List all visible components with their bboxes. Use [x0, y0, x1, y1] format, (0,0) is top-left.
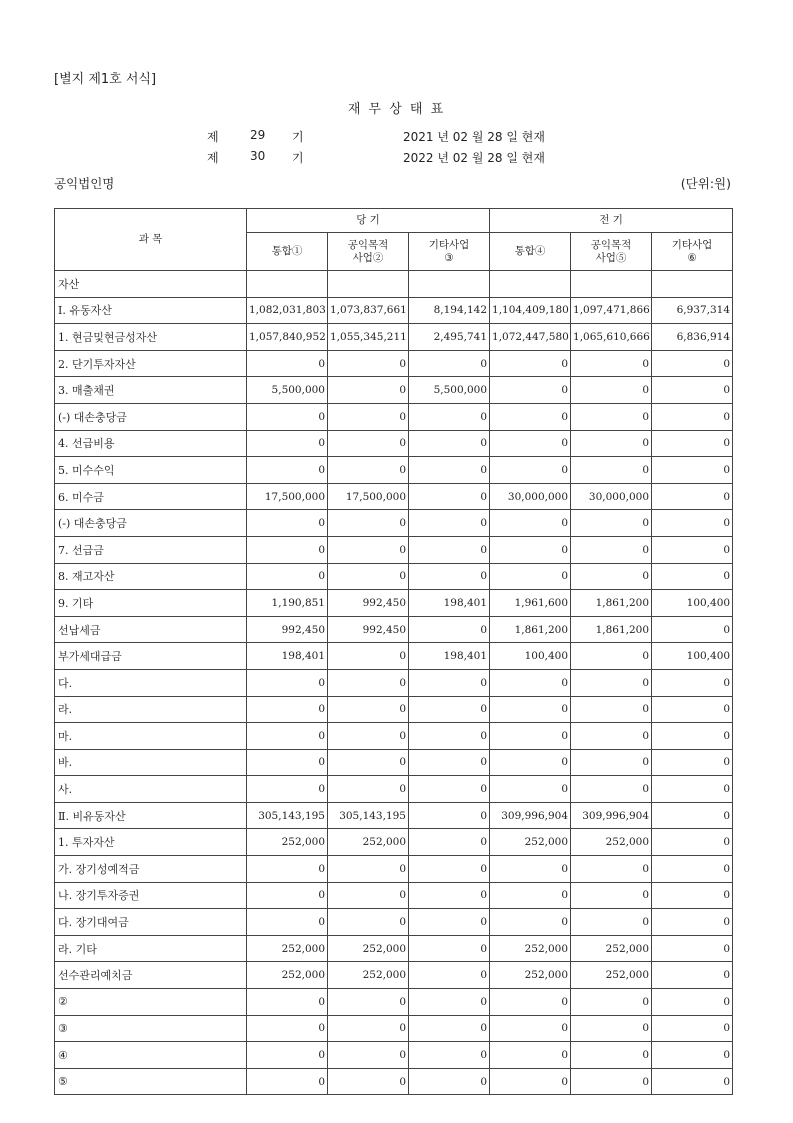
- amount-cell: 100,400: [652, 643, 733, 670]
- period-number: 29: [250, 128, 266, 142]
- amount-cell: 0: [409, 776, 490, 803]
- amount-cell: 0: [247, 723, 328, 750]
- amount-cell: 0: [571, 403, 652, 430]
- account-name: (-) 대손충당금: [55, 510, 247, 537]
- table-row: [55, 1015, 733, 1042]
- amount-cell: 992,450: [328, 616, 409, 643]
- amount-cell: 0: [652, 536, 733, 563]
- amount-cell: 2,495,741: [409, 324, 490, 351]
- amount-cell: 992,450: [328, 590, 409, 617]
- amount-cell: 0: [571, 776, 652, 803]
- table-row: [55, 776, 733, 803]
- amount-cell: 0: [409, 483, 490, 510]
- amount-cell: 0: [409, 350, 490, 377]
- table-row: [55, 377, 733, 404]
- amount-cell: 0: [328, 882, 409, 909]
- amount-cell: 0: [409, 935, 490, 962]
- amount-cell: 0: [571, 882, 652, 909]
- amount-cell: 0: [328, 749, 409, 776]
- amount-cell: 0: [247, 1068, 328, 1095]
- amount-cell: 30,000,000: [571, 483, 652, 510]
- amount-cell: 0: [247, 856, 328, 883]
- table-row: [55, 536, 733, 563]
- amount-cell: 252,000: [247, 962, 328, 989]
- amount-cell: 0: [571, 350, 652, 377]
- amount-cell: 0: [652, 829, 733, 856]
- column-header: 공익목적 사업②: [328, 233, 409, 271]
- column-header: 기타사업 ③: [409, 233, 490, 271]
- amount-cell: 1,861,200: [571, 616, 652, 643]
- amount-cell: 1,057,840,952: [247, 324, 328, 351]
- amount-cell: 0: [328, 350, 409, 377]
- period-gi: 기: [292, 151, 304, 165]
- amount-cell: 0: [409, 457, 490, 484]
- amount-cell: 0: [247, 909, 328, 936]
- amount-cell: 0: [328, 696, 409, 723]
- amount-cell: [571, 271, 652, 298]
- amount-cell: 198,401: [409, 643, 490, 670]
- table-row: [55, 297, 733, 324]
- amount-cell: 0: [571, 856, 652, 883]
- table-row: [55, 643, 733, 670]
- amount-cell: 0: [409, 1042, 490, 1069]
- amount-cell: 0: [571, 669, 652, 696]
- period-row-1: [0, 128, 793, 146]
- amount-cell: 0: [409, 723, 490, 750]
- amount-cell: 0: [490, 403, 571, 430]
- amount-cell: 0: [652, 350, 733, 377]
- table-row: [55, 1042, 733, 1069]
- current-period-header: 당 기: [247, 209, 490, 233]
- amount-cell: 0: [328, 1015, 409, 1042]
- amount-cell: 0: [409, 430, 490, 457]
- amount-cell: 0: [328, 776, 409, 803]
- amount-cell: 1,961,600: [490, 590, 571, 617]
- amount-cell: 0: [652, 909, 733, 936]
- amount-cell: 0: [328, 856, 409, 883]
- amount-cell: 309,996,904: [490, 802, 571, 829]
- account-name: 6. 미수금: [55, 483, 247, 510]
- amount-cell: 0: [328, 563, 409, 590]
- amount-cell: [409, 271, 490, 298]
- amount-cell: 0: [490, 1042, 571, 1069]
- amount-cell: 0: [652, 510, 733, 537]
- balance-sheet-table: [54, 208, 733, 1095]
- amount-cell: 0: [490, 696, 571, 723]
- amount-cell: 0: [409, 696, 490, 723]
- amount-cell: 0: [652, 1068, 733, 1095]
- table-row: [55, 909, 733, 936]
- column-header: 통합①: [247, 233, 328, 271]
- table-row: [55, 563, 733, 590]
- amount-cell: 0: [652, 962, 733, 989]
- amount-cell: 252,000: [490, 829, 571, 856]
- amount-cell: 0: [409, 749, 490, 776]
- amount-cell: 0: [571, 989, 652, 1016]
- table-row: [55, 430, 733, 457]
- amount-cell: 0: [247, 563, 328, 590]
- amount-cell: 1,055,345,211: [328, 324, 409, 351]
- amount-cell: 992,450: [247, 616, 328, 643]
- account-name: Ⅰ. 유동자산: [55, 297, 247, 324]
- amount-cell: 0: [571, 1015, 652, 1042]
- amount-cell: 0: [247, 776, 328, 803]
- table-row: [55, 882, 733, 909]
- amount-cell: 0: [409, 563, 490, 590]
- amount-cell: 252,000: [571, 935, 652, 962]
- table-row: [55, 989, 733, 1016]
- table-row: [55, 324, 733, 351]
- amount-cell: 0: [328, 1068, 409, 1095]
- period-row-2: [0, 149, 793, 167]
- table-row: [55, 510, 733, 537]
- amount-cell: 0: [652, 802, 733, 829]
- table-row: [55, 749, 733, 776]
- table-row: [55, 616, 733, 643]
- amount-cell: 0: [652, 430, 733, 457]
- amount-cell: 0: [652, 882, 733, 909]
- amount-cell: 17,500,000: [328, 483, 409, 510]
- account-name: 4. 선급비용: [55, 430, 247, 457]
- account-name: 나. 장기투자증권: [55, 882, 247, 909]
- amount-cell: 0: [652, 696, 733, 723]
- table-row: [55, 802, 733, 829]
- amount-cell: 0: [409, 802, 490, 829]
- account-name: 자산: [55, 271, 247, 298]
- amount-cell: 0: [571, 457, 652, 484]
- amount-cell: 0: [247, 749, 328, 776]
- amount-cell: 0: [490, 457, 571, 484]
- amount-cell: 0: [571, 749, 652, 776]
- amount-cell: 5,500,000: [409, 377, 490, 404]
- amount-cell: 0: [328, 669, 409, 696]
- account-name: 2. 단기투자자산: [55, 350, 247, 377]
- unit-label: (단위:원): [680, 176, 731, 191]
- amount-cell: 0: [247, 457, 328, 484]
- amount-cell: 0: [652, 1015, 733, 1042]
- table-row: [55, 350, 733, 377]
- table-row: [55, 723, 733, 750]
- account-name: (-) 대손충당금: [55, 403, 247, 430]
- amount-cell: 0: [409, 669, 490, 696]
- column-header: 통합④: [490, 233, 571, 271]
- amount-cell: 0: [652, 403, 733, 430]
- period-gi: 기: [292, 130, 304, 144]
- amount-cell: 0: [652, 776, 733, 803]
- amount-cell: 252,000: [328, 829, 409, 856]
- amount-cell: 0: [490, 1015, 571, 1042]
- amount-cell: 1,082,031,803: [247, 297, 328, 324]
- amount-cell: 0: [328, 403, 409, 430]
- amount-cell: 305,143,195: [328, 802, 409, 829]
- amount-cell: 252,000: [247, 829, 328, 856]
- amount-cell: 1,073,837,661: [328, 297, 409, 324]
- amount-cell: 0: [652, 377, 733, 404]
- amount-cell: 0: [328, 510, 409, 537]
- amount-cell: 0: [571, 536, 652, 563]
- table-row: [55, 829, 733, 856]
- table-row: [55, 696, 733, 723]
- amount-cell: 0: [571, 510, 652, 537]
- account-name: 다.: [55, 669, 247, 696]
- amount-cell: 0: [247, 989, 328, 1016]
- amount-cell: 0: [490, 776, 571, 803]
- amount-cell: 0: [247, 1015, 328, 1042]
- account-name: 선수관리예치금: [55, 962, 247, 989]
- amount-cell: 0: [247, 669, 328, 696]
- amount-cell: 0: [409, 536, 490, 563]
- amount-cell: 1,861,200: [490, 616, 571, 643]
- amount-cell: 0: [409, 856, 490, 883]
- account-name: 사.: [55, 776, 247, 803]
- period-date: 2022 년 02 월 28 일 현재: [403, 151, 545, 165]
- amount-cell: 0: [571, 430, 652, 457]
- amount-cell: 0: [328, 457, 409, 484]
- period-je: 제: [207, 130, 219, 144]
- amount-cell: 0: [247, 430, 328, 457]
- amount-cell: 0: [328, 723, 409, 750]
- amount-cell: 252,000: [490, 935, 571, 962]
- amount-cell: 0: [490, 350, 571, 377]
- amount-cell: 1,065,610,666: [571, 324, 652, 351]
- amount-cell: 0: [409, 989, 490, 1016]
- account-name: 다. 장기대여금: [55, 909, 247, 936]
- amount-cell: 0: [490, 989, 571, 1016]
- amount-cell: 0: [571, 723, 652, 750]
- amount-cell: 0: [652, 563, 733, 590]
- account-name: 7. 선급금: [55, 536, 247, 563]
- item-header: 과 목: [55, 209, 247, 271]
- amount-cell: 0: [328, 909, 409, 936]
- account-name: 부가세대급금: [55, 643, 247, 670]
- amount-cell: 0: [490, 723, 571, 750]
- account-name: ③: [55, 1015, 247, 1042]
- amount-cell: 1,072,447,580: [490, 324, 571, 351]
- amount-cell: 0: [571, 563, 652, 590]
- period-number: 30: [250, 149, 266, 163]
- account-name: ②: [55, 989, 247, 1016]
- organization-label: 공익법인명: [54, 176, 115, 191]
- amount-cell: 0: [328, 1042, 409, 1069]
- amount-cell: 0: [490, 536, 571, 563]
- table-row: [55, 1068, 733, 1095]
- amount-cell: 0: [652, 749, 733, 776]
- account-name: 라.: [55, 696, 247, 723]
- amount-cell: 0: [409, 882, 490, 909]
- amount-cell: 0: [490, 669, 571, 696]
- amount-cell: 252,000: [247, 935, 328, 962]
- amount-cell: 0: [409, 616, 490, 643]
- amount-cell: 0: [652, 935, 733, 962]
- account-name: 가. 장기성예적금: [55, 856, 247, 883]
- table-row: [55, 483, 733, 510]
- amount-cell: 0: [409, 510, 490, 537]
- amount-cell: [652, 271, 733, 298]
- amount-cell: 0: [490, 1068, 571, 1095]
- amount-cell: 0: [247, 882, 328, 909]
- account-name: ④: [55, 1042, 247, 1069]
- column-header: 공익목적 사업⑤: [571, 233, 652, 271]
- amount-cell: [328, 271, 409, 298]
- account-name: 바.: [55, 749, 247, 776]
- table-row: [55, 935, 733, 962]
- table-row: [55, 457, 733, 484]
- amount-cell: 0: [652, 616, 733, 643]
- amount-cell: 198,401: [409, 590, 490, 617]
- amount-cell: 0: [409, 403, 490, 430]
- amount-cell: 0: [247, 696, 328, 723]
- amount-cell: 252,000: [328, 935, 409, 962]
- amount-cell: 0: [571, 1068, 652, 1095]
- amount-cell: 0: [328, 377, 409, 404]
- amount-cell: 0: [490, 377, 571, 404]
- table-row: [55, 669, 733, 696]
- amount-cell: 0: [490, 882, 571, 909]
- amount-cell: 5,500,000: [247, 377, 328, 404]
- amount-cell: 8,194,142: [409, 297, 490, 324]
- table-row: [55, 962, 733, 989]
- amount-cell: 0: [571, 696, 652, 723]
- form-label: [별지 제1호 서식]: [54, 72, 157, 87]
- amount-cell: 0: [247, 403, 328, 430]
- account-name: 9. 기타: [55, 590, 247, 617]
- amount-cell: 305,143,195: [247, 802, 328, 829]
- amount-cell: 0: [571, 1042, 652, 1069]
- account-name: 5. 미수수익: [55, 457, 247, 484]
- amount-cell: 0: [652, 856, 733, 883]
- amount-cell: 1,104,409,180: [490, 297, 571, 324]
- account-name: Ⅱ. 비유동자산: [55, 802, 247, 829]
- amount-cell: 0: [247, 1042, 328, 1069]
- amount-cell: 252,000: [490, 962, 571, 989]
- amount-cell: 6,836,914: [652, 324, 733, 351]
- amount-cell: 1,097,471,866: [571, 297, 652, 324]
- amount-cell: 0: [490, 430, 571, 457]
- account-name: 3. 매출채권: [55, 377, 247, 404]
- amount-cell: 1,190,851: [247, 590, 328, 617]
- prior-period-header: 전 기: [490, 209, 733, 233]
- column-header: 기타사업 ⑥: [652, 233, 733, 271]
- amount-cell: 0: [652, 1042, 733, 1069]
- amount-cell: 100,400: [490, 643, 571, 670]
- amount-cell: 252,000: [328, 962, 409, 989]
- account-name: 라. 기타: [55, 935, 247, 962]
- period-je: 제: [207, 151, 219, 165]
- amount-cell: 0: [490, 909, 571, 936]
- amount-cell: 309,996,904: [571, 802, 652, 829]
- account-name: ⑤: [55, 1068, 247, 1095]
- amount-cell: 252,000: [571, 829, 652, 856]
- amount-cell: 0: [652, 723, 733, 750]
- amount-cell: 0: [652, 457, 733, 484]
- amount-cell: [490, 271, 571, 298]
- amount-cell: 0: [409, 962, 490, 989]
- amount-cell: 0: [652, 669, 733, 696]
- table-row: [55, 403, 733, 430]
- amount-cell: 0: [571, 909, 652, 936]
- amount-cell: 198,401: [247, 643, 328, 670]
- account-name: 1. 현금및현금성자산: [55, 324, 247, 351]
- amount-cell: 0: [571, 643, 652, 670]
- amount-cell: 0: [247, 510, 328, 537]
- amount-cell: 0: [328, 430, 409, 457]
- amount-cell: 0: [409, 829, 490, 856]
- amount-cell: 252,000: [571, 962, 652, 989]
- amount-cell: 0: [652, 483, 733, 510]
- amount-cell: 17,500,000: [247, 483, 328, 510]
- period-date: 2021 년 02 월 28 일 현재: [403, 130, 545, 144]
- amount-cell: 1,861,200: [571, 590, 652, 617]
- amount-cell: 0: [328, 989, 409, 1016]
- table-row: [55, 856, 733, 883]
- amount-cell: 0: [490, 563, 571, 590]
- amount-cell: 0: [652, 989, 733, 1016]
- amount-cell: [247, 271, 328, 298]
- amount-cell: 0: [409, 1068, 490, 1095]
- account-name: 선납세금: [55, 616, 247, 643]
- amount-cell: 0: [328, 536, 409, 563]
- document-title: 재 무 상 태 표: [347, 102, 446, 117]
- amount-cell: 0: [247, 350, 328, 377]
- amount-cell: 0: [409, 909, 490, 936]
- table-row: [55, 271, 733, 298]
- amount-cell: 0: [247, 536, 328, 563]
- amount-cell: 0: [571, 377, 652, 404]
- table-row: [55, 590, 733, 617]
- amount-cell: 0: [409, 1015, 490, 1042]
- amount-cell: 100,400: [652, 590, 733, 617]
- amount-cell: 0: [490, 510, 571, 537]
- amount-cell: 30,000,000: [490, 483, 571, 510]
- amount-cell: 6,937,314: [652, 297, 733, 324]
- account-name: 8. 재고자산: [55, 563, 247, 590]
- account-name: 1. 투자자산: [55, 829, 247, 856]
- account-name: 마.: [55, 723, 247, 750]
- amount-cell: 0: [490, 856, 571, 883]
- amount-cell: 0: [490, 749, 571, 776]
- amount-cell: 0: [328, 643, 409, 670]
